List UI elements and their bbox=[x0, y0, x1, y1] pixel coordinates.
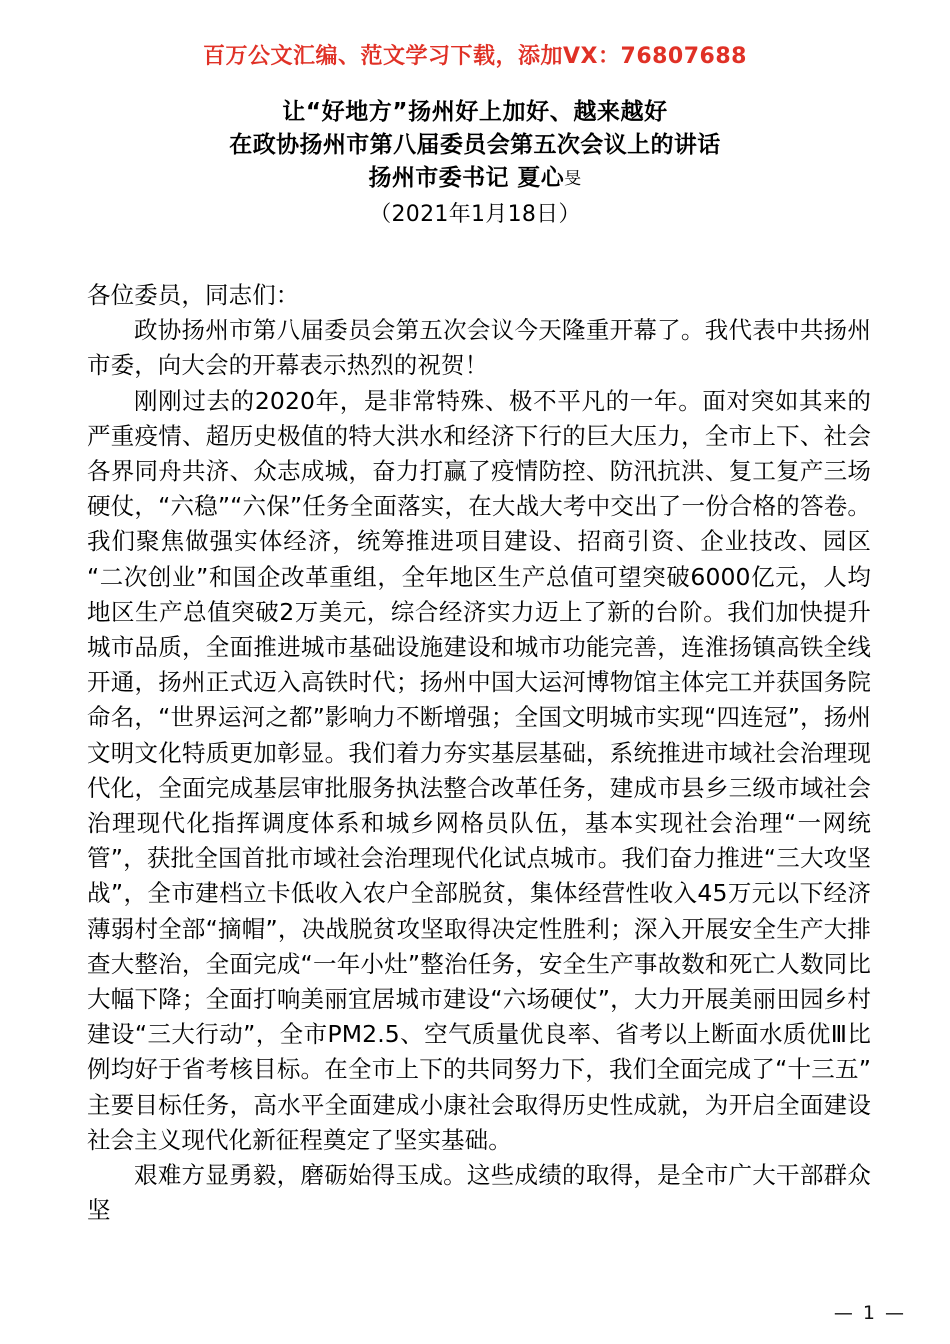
paragraph-3: 艰难方显勇毅，磨砺始得玉成。这些成绩的取得，是全市广大干部群众坚 bbox=[87, 1161, 871, 1225]
byline bbox=[0, 162, 950, 196]
document-subtitle: 在政协扬州市第八届委员会第五次会议上的讲话 bbox=[229, 132, 721, 158]
byline-role: 扬州市委书记 夏心 bbox=[368, 165, 565, 191]
salutation: 各位委员，同志们： bbox=[87, 281, 300, 309]
byline-name-tail: 旻 bbox=[564, 169, 582, 189]
page-footer: — 1 — bbox=[833, 1302, 906, 1324]
promo-banner: 百万公文汇编、范文学习下载，添加VX：76807688 bbox=[203, 44, 747, 69]
title-block bbox=[0, 96, 950, 234]
document-date: （2021年1月18日） bbox=[369, 202, 581, 227]
page-title: 让“好地方”扬州好上加好、越来越好 bbox=[282, 99, 668, 125]
paragraph-2: 刚刚过去的2020年，是非常特殊、极不平凡的一年。面对突如其来的严重疫情、超历史极值的特大洪水和经济下行的巨大压力，全市上下、社会各界同舟共济、众志成城，奋力打赢了疫情防控、防汛抗洪、复工复产三场硬仗，“六稳”“六保”任务全面落实，在大战大考中交出了一份合格的答卷。我们聚焦做强实体经济，统筹推进项目建设、招商引资、企业技改、园区“二次创业”和国企改革重组，全年地区生产总值可望突破6000亿元，人均地区生产总值突破2万美元，综合经济实力迈上了新的台阶。我们加快提升城市品质，全面推进城市基础设施建设和城市功能完善，连淮扬镇高铁全线开通，扬州正式迈入高铁时代；扬州中国大运河博物馆主体完工并获国务院命名，“世界运河之都”影响力不断增强；全国文明城市实现“四连冠”，扬州文明文化特质更加彰显。我们着力夯实基层基础，系统推进市域社会治理现代化，全面完成基层审批服务执法整合改革任务，建成市县乡三级市域社会治理现代化指挥调度体系和城乡网格员队伍，基本实现社会治理“一网统管”，获批全国首批市域社会治理现代化试点城市。我们奋力推进“三大攻坚战”，全市建档立卡低收入农户全部脱贫，集体经营性收入45万元以下经济薄弱村全部“摘帽”，决战脱贫攻坚取得决定性胜利；深入开展安全生产大排查大整治，全面完成“一年小灶”整治任务，安全生产事故数和死亡人数同比大幅下降；全面打响美丽宜居城市建设“六场硬仗”，大力开展美丽田园乡村建设“三大行动”，全市PM2.5、空气质量优良率、省考以上断面水质优Ⅲ比例均好于省考核目标。在全市上下的共同努力下，我们全面完成了“十三五”主要目标任务，高水平全面建成小康社会取得历史性成就，为开启全面建设社会主义现代化新征程奠定了坚实基础。 bbox=[87, 386, 871, 1154]
document-body bbox=[87, 278, 871, 1228]
paragraph-1: 政协扬州市第八届委员会第五次会议今天隆重开幕了。我代表中共扬州市委，向大会的开幕表示热烈的祝贺！ bbox=[87, 316, 871, 380]
